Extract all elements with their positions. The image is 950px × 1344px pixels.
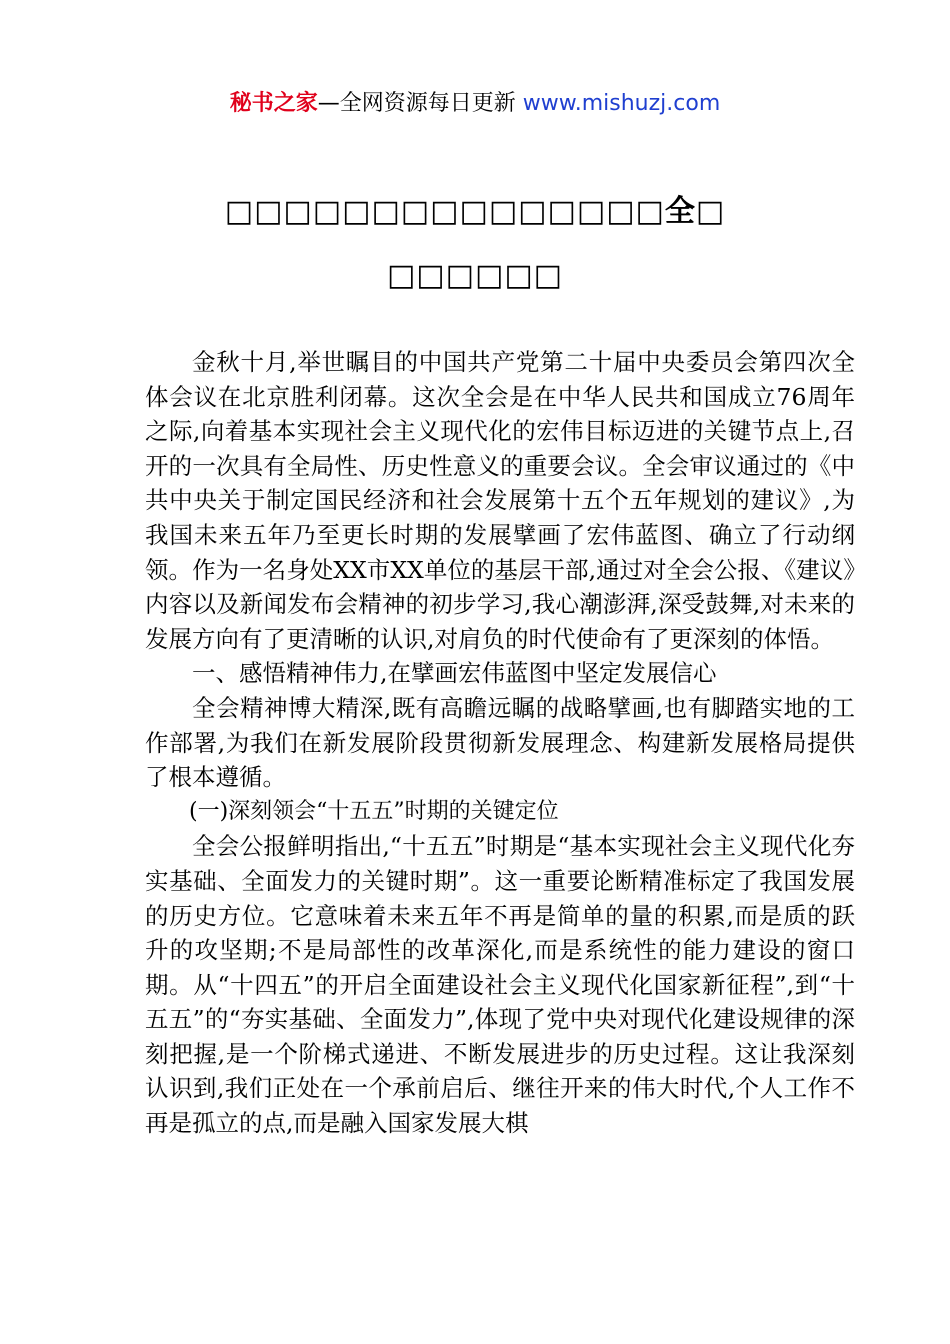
paragraph-section-1: 全会精神博大精深,既有高瞻远瞩的战略擘画,也有脚踏实地的工作部署,为我们在新发展阶段贯彻新发展理念、构建新发展格局提供了根本遵循。 (145, 693, 855, 792)
paragraph-intro: 金秋十月,举世瞩目的中国共产党第二十届中央委员会第四次全体会议在北京胜利闭幕。这次全会是在中华人民共和国成立76周年之际,向着基本实现社会主义现代化的宏伟目标迈进的关键节点上,召开的一次具有全局性、历史性意义的重要会议。全会审议通过的《中共中央关于制定国民经济和社会发展第十五个五年规划的建议》,为我国未来五年乃至更长时期的发展擘画了宏伟蓝图、确立了行动纲领。作为一名身处XX市XX单位的基层干部,通过对全会公报、《建议》内容以及新闻发布会精神的初步学习,我心潮澎湃,深受鼓舞,对未来的发展方向有了更清晰的认识,对肩负的时代使命有了更深刻的体悟。 (145, 348, 855, 653)
paragraph-subsection-1: 全会公报鲜明指出,“十五五”时期是“基本实现社会主义现代化夯实基础、全面发力的关键时期”。这一重要论断精准标定了我国发展的历史方位。它意味着未来五年不再是简单的量的积累,而是质的跃升的攻坚期;不是局部性的改革深化,而是系统性的能力建设的窗口期。从“十四五”的开启全面建设社会主义现代化国家新征程”,到“十五五”的“夯实基础、全面发力”,体现了党中央对现代化建设规律的深刻把握,是一个阶梯式递进、不断发展进步的历史过程。这让我深刻认识到,我们正处在一个承前启后、继往开来的伟大时代,个人工作不再是孤立的点,而是融入国家发展大棋 (145, 832, 855, 1138)
subsection-heading-1: (一)深刻领会“十五五”时期的关键定位 (189, 798, 559, 824)
document-title-line-1: □□□□□□□□□□□□□□□全□ (224, 194, 726, 229)
site-url[interactable]: www.mishuzj.com (522, 91, 721, 116)
section-heading-1: 一、感悟精神伟力,在擘画宏伟蓝图中坚定发展信心 (192, 659, 717, 688)
site-header (0, 88, 950, 120)
header-tagline: —全网资源每日更新 (317, 91, 523, 116)
document-title-line-2: □□□□□□ (386, 258, 564, 293)
document-body (145, 345, 855, 1141)
brand-name: 秘书之家 (229, 91, 318, 116)
